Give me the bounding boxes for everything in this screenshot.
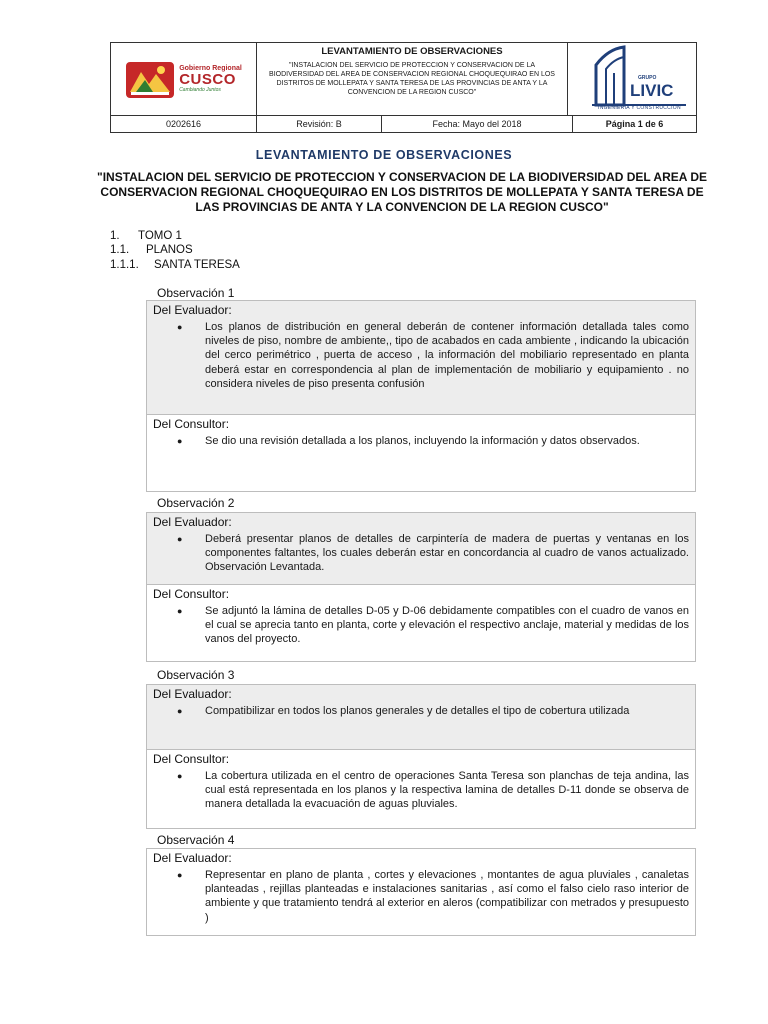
evaluador-text: Los planos de distribución en general deberán de contener información detallada tales como niveles de piso, nombre de ambiente,, tipo de acabados en cada ambiente , indicando la ubicación del cerco perimétrico , puerta de acceso , la información del mobiliario representado en planta deberá estar en correspondencia al plan de implementación de mobiliario y equipamiento . no considera niveles de piso presenta confusión <box>205 321 689 390</box>
consultor-heading: Del Consultor: <box>153 417 230 431</box>
bullet-icon: ● <box>177 322 183 332</box>
logo-livic-subtext: INGENIERÍA Y CONSTRUCCIÓN <box>598 105 681 111</box>
evaluador-section <box>147 685 695 750</box>
header-title: LEVANTAMIENTO DE OBSERVACIONES <box>321 46 503 57</box>
logo-livic-text: LIVIC <box>630 81 674 100</box>
bullet-icon: ● <box>177 771 183 781</box>
document-date: Fecha: Mayo del 2018 <box>382 116 573 132</box>
page-title: LEVANTAMIENTO DE OBSERVACIONES <box>255 148 513 162</box>
evaluador-section <box>147 849 695 935</box>
evaluador-heading: Del Evaluador: <box>153 303 232 317</box>
consultor-section <box>147 415 695 491</box>
bullet-icon: ● <box>177 534 183 544</box>
outline-number: 1.1. <box>110 244 130 256</box>
document-page-number: Página 1 de 6 <box>605 119 664 129</box>
outline-item-tomo <box>110 230 182 242</box>
logo-grupo-text: GRUPO <box>638 75 657 81</box>
outline-text: PLANOS <box>146 244 193 256</box>
cusco-emblem-icon <box>125 58 175 100</box>
evaluador-heading: Del Evaluador: <box>153 515 232 529</box>
grupo-livic-logo <box>568 43 696 115</box>
observation-3-label: Observación 3 <box>157 668 235 682</box>
list-item <box>153 434 689 448</box>
outline-item-santa-teresa <box>110 259 240 271</box>
document-revision: Revisión: B <box>257 116 382 132</box>
bullet-icon: ● <box>177 606 183 616</box>
project-title: "INSTALACION DEL SERVICIO DE PROTECCION Y CONSERVACION DE LA BIODIVERSIDAD DEL AREA DE CONSERVACION REGIONAL CHOQUEQUIRAO EN LOS DISTRITOS DE MOLLEPATA Y SANTA TERESA DE LAS PROVINCIAS DE ANTA Y LA CONVENCION DE LA REGION CUSCO" <box>97 170 707 214</box>
consultor-text: Se adjuntó la lámina de detalles D-05 y D-06 debidamente compatibles con el cuadro de vanos en el cual se aprecia tanto en planta, corte y elevación el respectivo anclaje, material y medidas de los vanos del proyecto. <box>205 605 689 646</box>
consultor-text: Se dio una revisión detallada a los planos, incluyendo la información y datos observados. <box>205 435 640 447</box>
list-item <box>153 868 689 925</box>
outline-number: 1.1.1. <box>110 259 139 271</box>
bullet-icon: ● <box>177 706 183 716</box>
observation-1-box <box>146 300 696 492</box>
header-subtitle: "INSTALACION DEL SERVICIO DE PROTECCION Y CONSERVACION DE LA BIODIVERSIDAD DEL AREA DE CONSERVACION REGIONAL CHOQUEQUIRAO EN LOS DISTRITOS DE MOLLEPATA Y SANTA TERESA DE LAS PROVINCIAS DE ANTA Y LA CONVENCION DE LA REGION CUSCO" <box>269 62 555 96</box>
list-item <box>153 320 689 391</box>
list-item <box>153 532 689 575</box>
outline-text: SANTA TERESA <box>154 259 240 271</box>
evaluador-text: Deberá presentar planos de detalles de carpintería de madera de puertas y ventanas en los componentes faltantes, los cuales deberán estar en concordancia al cuadro de vanos actualizado. Observación Levantada. <box>205 533 689 574</box>
logo-line-1: Gobierno Regional <box>179 65 242 72</box>
observation-2-box <box>146 512 696 662</box>
consultor-heading: Del Consultor: <box>153 752 230 766</box>
bullet-icon: ● <box>177 436 183 446</box>
consultor-section <box>147 585 695 661</box>
observation-1-label: Observación 1 <box>157 286 235 300</box>
observation-3-box <box>146 684 696 829</box>
outline-item-planos <box>110 244 193 256</box>
evaluador-section <box>147 513 695 585</box>
observation-2-label: Observación 2 <box>157 496 235 510</box>
list-item <box>153 769 689 812</box>
evaluador-section <box>147 301 695 415</box>
consultor-text: La cobertura utilizada en el centro de operaciones Santa Teresa son planchas de teja andina, las cual está representada en los planos y la respectiva lamina de detalles D-11 donde se observa de manera detallada la evacuación de aguas pluviales. <box>205 770 689 811</box>
outline-text: TOMO 1 <box>138 230 182 242</box>
logo-line-3: Cambiando Juntos <box>179 87 221 93</box>
document-header-table <box>110 42 697 133</box>
document-code: 0202616 <box>111 116 257 132</box>
observation-4-box <box>146 848 696 936</box>
evaluador-text: Compatibilizar en todos los planos generales y de detalles el tipo de cobertura utilizada <box>205 705 630 717</box>
outline-number: 1. <box>110 230 120 242</box>
evaluador-heading: Del Evaluador: <box>153 687 232 701</box>
evaluador-heading: Del Evaluador: <box>153 851 232 865</box>
consultor-heading: Del Consultor: <box>153 587 230 601</box>
consultor-section <box>147 750 695 828</box>
list-item <box>153 704 689 718</box>
evaluador-text: Representar en plano de planta , cortes y elevaciones , montantes de agua pluviales , canaletas planteadas , rejillas planteadas e instalaciones sanitarias , así como el falso cielo raso interior de ambiente y que tratamiento tendrá al exterior en aleros (compatibilizar con metrados y presupuesto ) <box>205 869 689 924</box>
list-item <box>153 604 689 647</box>
bullet-icon: ● <box>177 870 183 880</box>
gobierno-regional-cusco-logo <box>111 43 257 115</box>
logo-line-2: CUSCO <box>179 71 236 88</box>
observation-4-label: Observación 4 <box>157 833 235 847</box>
